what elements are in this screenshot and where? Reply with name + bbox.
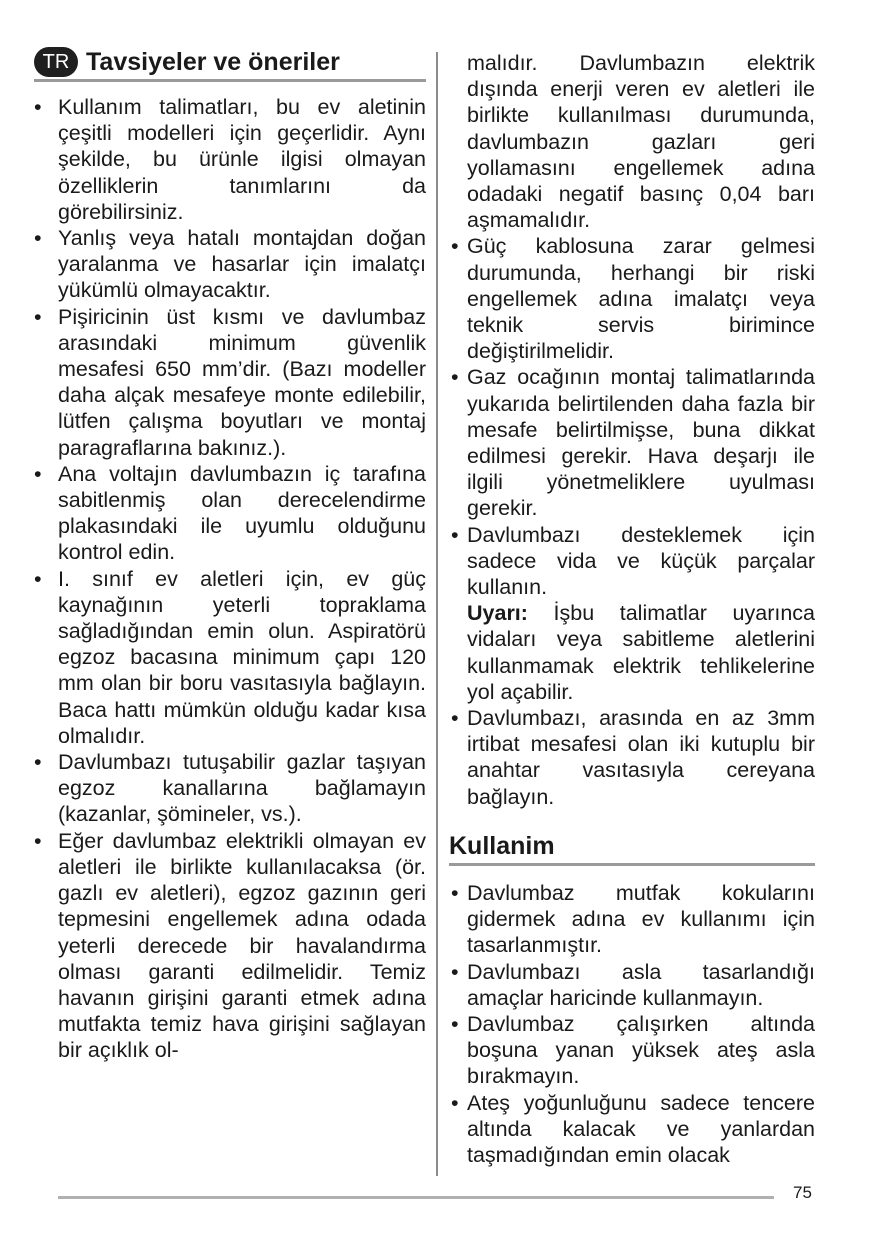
warning-text: İşbu talimatlar uyarınca vidaları veya sabitleme aletlerini kullanmamak elektrik tehlikelerine yol açabilir.: [467, 601, 815, 704]
list-item: • Güç kablosuna zarar gelmesi durumunda, herhangi bir riski engellemek adına imalatçı veya teknik servis birimince değiştirilmelidir.: [449, 233, 815, 364]
list-item: • Davlumbazı asla tasarlandığı amaçlar haricinde kullanmayın.: [449, 959, 815, 1011]
column-divider: [436, 52, 438, 1176]
warning-note: [467, 600, 815, 705]
recommendations-list: [34, 94, 426, 1064]
list-item: • Gaz ocağının montaj talimatlarında yukarıda belirtilenden daha fazla bir mesafe belirtilmişse, buna dikkat edilmesi gerekir. Hava deşarjı ile ilgili yönetmeliklere uyulması gerekir.: [449, 364, 815, 521]
list-item: • Pişiricinin üst kısmı ve davlumbaz arasındaki minimum güvenlik mesafesi 650 mm’dir. (Bazı modeller daha alçak mesafeye monte edilebilir, lütfen çalışma boyutları ve montaj paragraflarına bakınız.).: [34, 304, 426, 461]
language-badge: TR: [34, 47, 78, 77]
list-item: • Davlumbazı tutuşabilir gazlar taşıyan egzoz kanallarına bağlamayın (kazanlar, şömineler, vs.).: [34, 749, 426, 828]
left-column: [34, 46, 426, 1064]
list-item: • Davlumbaz çalışırken altında boşuna yanan yüksek ateş asla bırakmayın.: [449, 1011, 815, 1090]
list-item: • Ana voltajın davlumbazın iç tarafına sabitlenmiş olan derecelendirme plakasındaki ile uyumlu olduğunu kontrol edin.: [34, 461, 426, 566]
list-item: • Eğer davlumbaz elektrikli olmayan ev aletleri ile birlikte kullanılacaksa (ör. gazlı ev aletleri), egzoz gazının geri tepmesini engellemek adına odada yeterli derecede bir havalandırma olması garanti edilmelidir. Temiz havanın girişini garanti etmek adına mutfakta temiz hava girişini sağlayan bir açıklık ol-: [34, 828, 426, 1064]
page-number: 75: [793, 1183, 812, 1202]
list-item: [449, 522, 815, 705]
list-item: • Yanlış veya hatalı montajdan doğan yaralanma ve hasarlar için imalatçı yükümlü olmayacaktır.: [34, 225, 426, 304]
list-item: • Kullanım talimatları, bu ev aletinin çeşitli modelleri için geçerlidir. Aynı şekilde, bu ürünle ilgisi olmayan özelliklerin tanımlarını da görebilirsiniz.: [34, 94, 426, 225]
list-item: • I. sınıf ev aletleri için, ev güç kaynağının yeterli topraklama sağladığından emin olun. Aspiratörü egzoz bacasına minimum çapı 120 mm olan bir boru vasıtasıyla bağlayın. Baca hattı mümkün olduğu kadar kısa olmalıdır.: [34, 566, 426, 749]
warning-label: Uyarı:: [467, 601, 528, 626]
continued-paragraph: malıdır. Davlumbazın elektrik dışında enerji veren ev aletleri ile birlikte kullanılması durumunda, davlumbazın gazları geri yollamasını engellemek adına odadaki negatif basınç 0,04 barı aşmamalıdır.: [467, 51, 815, 233]
footer-rule: [58, 1196, 774, 1199]
section-header-recommendations: [34, 46, 426, 82]
usage-list: [449, 880, 815, 1168]
section-title-recommendations: Tavsiyeler ve öneriler: [86, 48, 340, 76]
recommendations-list-continued: [449, 233, 815, 809]
list-item: • Davlumbaz mutfak kokularını gidermek adına ev kullanımı için tasarlanmıştır.: [449, 880, 815, 959]
list-item-text: Davlumbazı desteklemek için sadece vida ve küçük parçalar kullanın.: [467, 522, 815, 600]
list-item: • Davlumbazı, arasında en az 3mm irtibat mesafesi olan iki kutuplu bir anahtar vasıtasıyla cereyana bağlayın.: [449, 705, 815, 810]
section-header-usage: [449, 830, 815, 866]
section-title-usage: Kullanim: [449, 831, 555, 860]
list-item: • Ateş yoğunluğunu sadece tencere altında kalacak ve yanlardan taşmadığından emin olacak: [449, 1090, 815, 1169]
right-column: [449, 46, 815, 1168]
